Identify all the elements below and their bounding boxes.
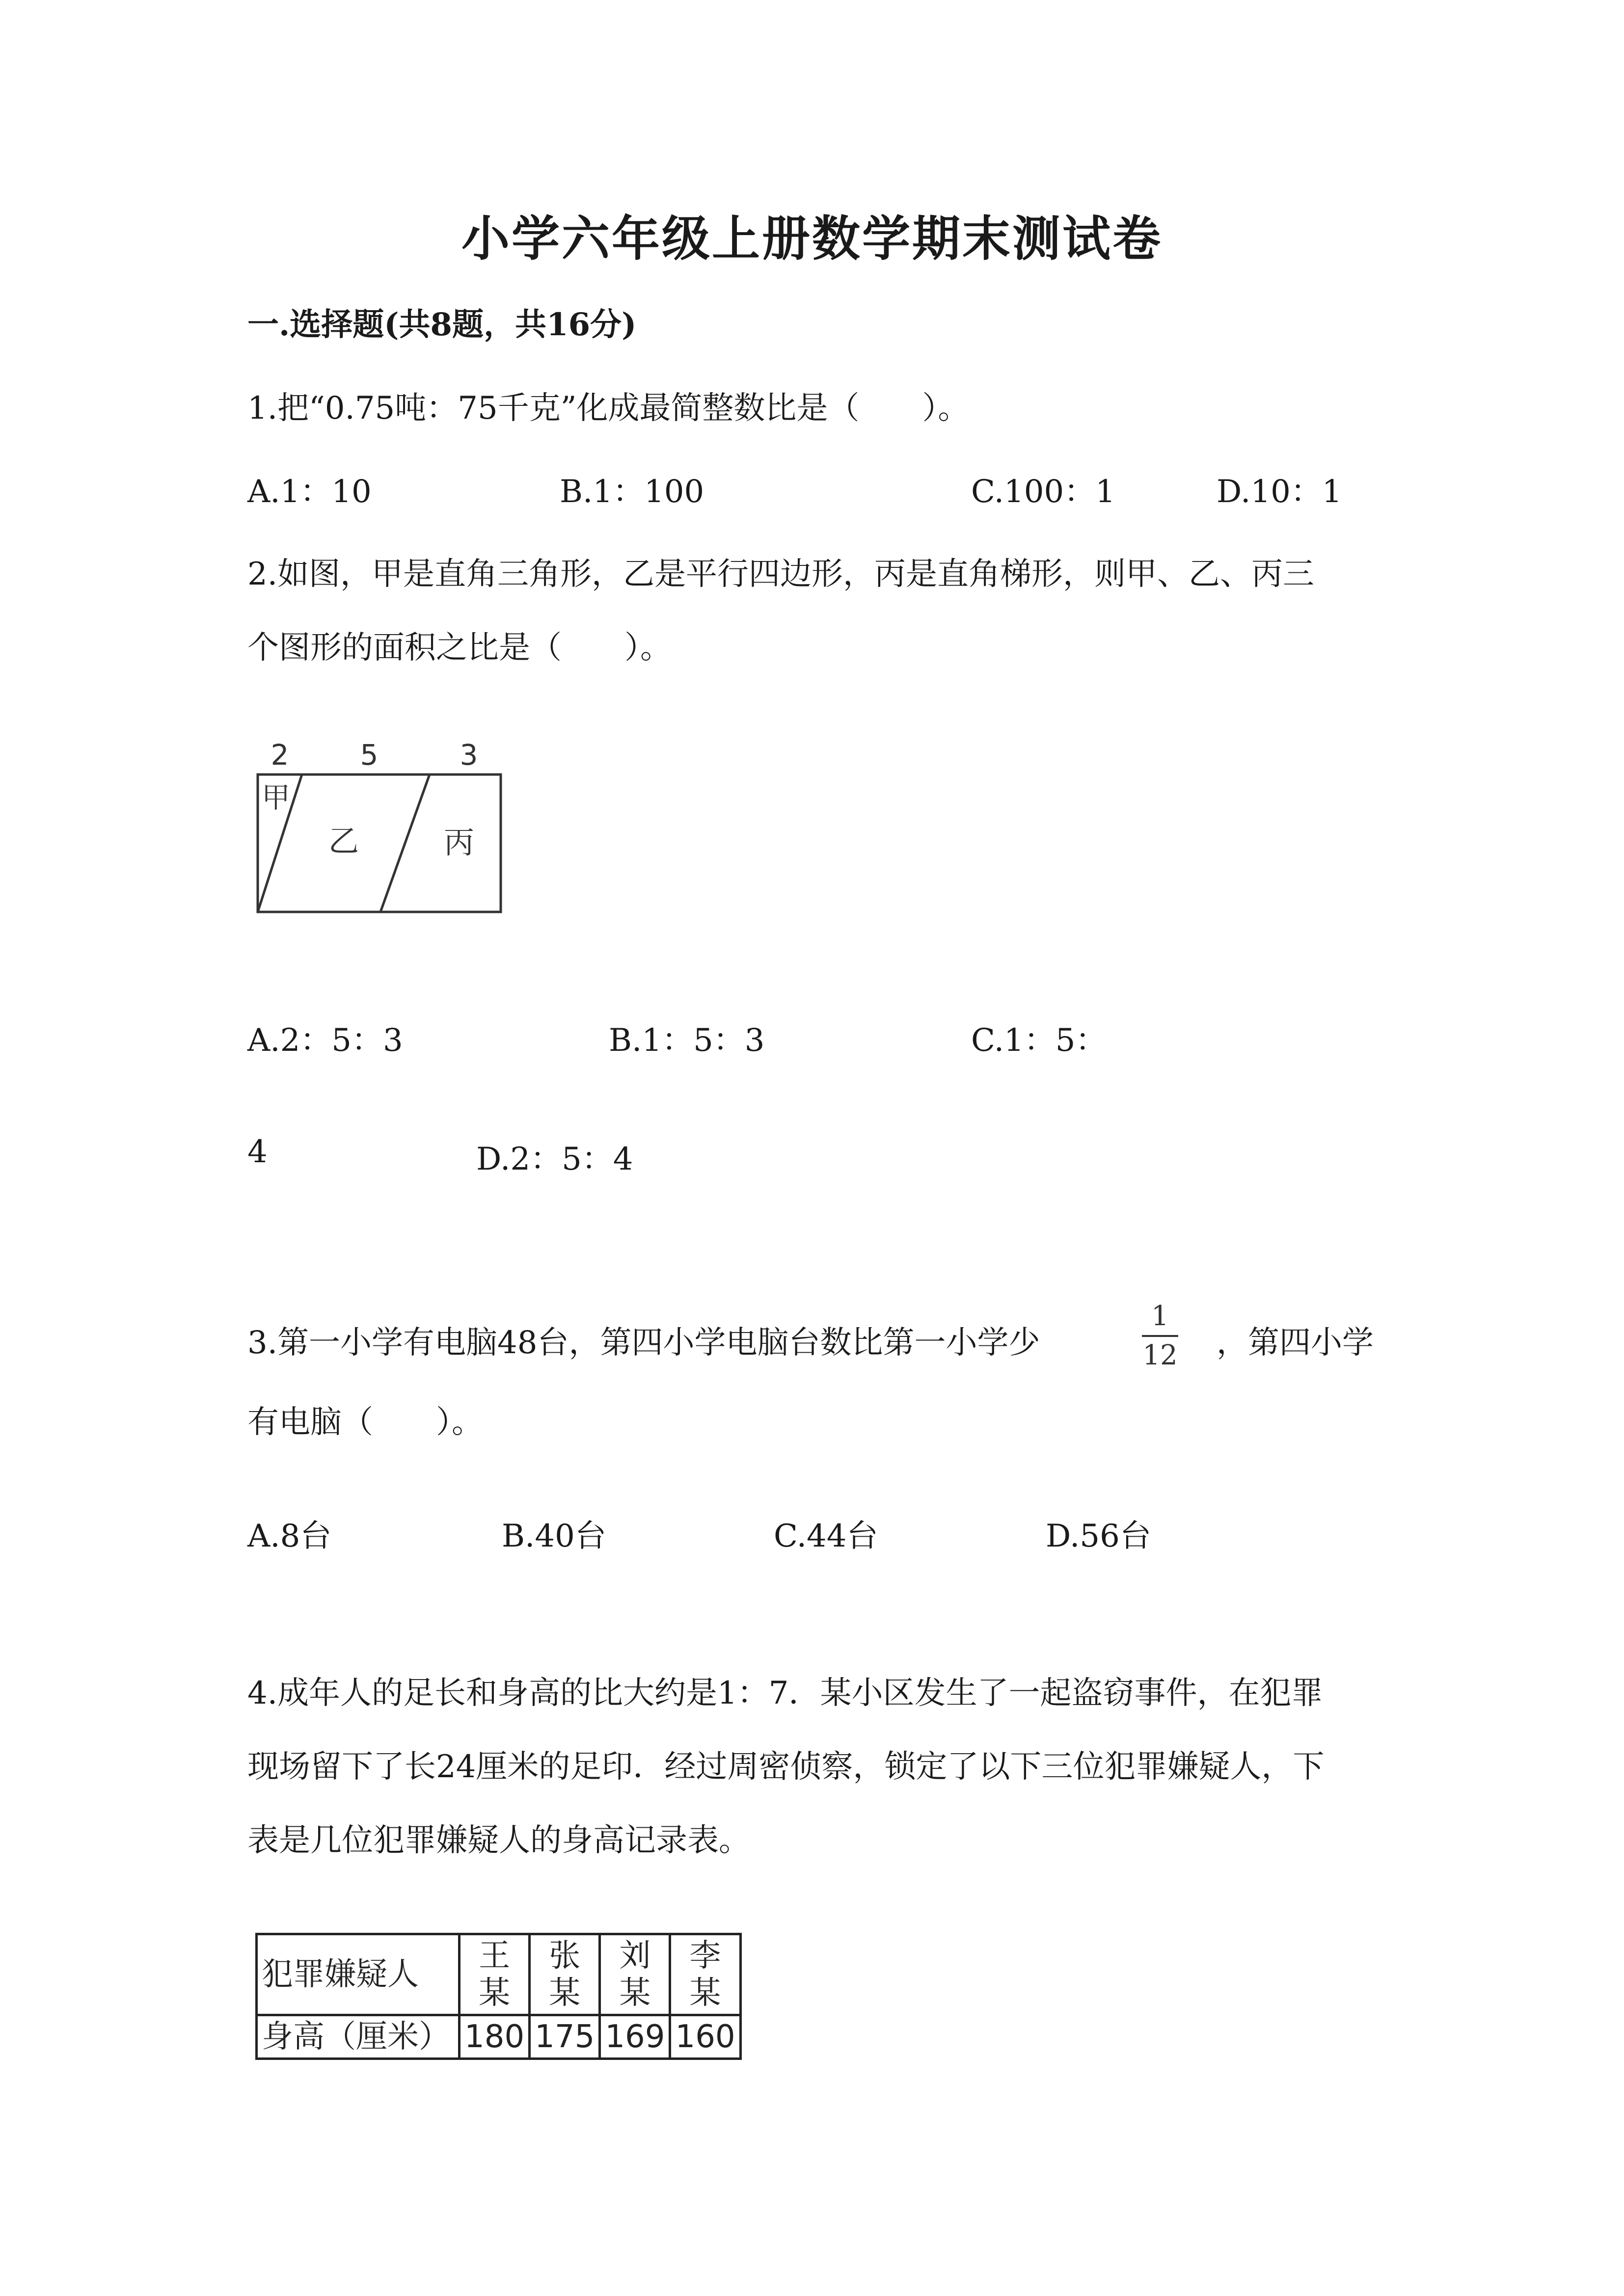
table-cell-height: 160 (670, 2015, 740, 2059)
question-1-text: 1.把“0.75吨：75千克”化成最简整数比是（ ）。 (247, 390, 970, 427)
table-cell-name: 王某 (460, 1934, 530, 2015)
q3-option-a[interactable]: A.8台 (247, 1518, 332, 1554)
q3-option-c[interactable]: C.44台 (774, 1518, 878, 1554)
question-3-line-2: 有电脑（ ）。 (247, 1404, 483, 1441)
question-4-line-3: 表是几位犯罪嫌疑人的身高记录表。 (247, 1822, 750, 1859)
q3-option-d[interactable]: D.56台 (1046, 1518, 1151, 1554)
table-cell-name: 刘某 (600, 1934, 670, 2015)
q2-figure (245, 731, 520, 928)
fraction-bar (1142, 1335, 1178, 1337)
q2-option-c[interactable]: C.1：5： (971, 1022, 1107, 1059)
question-4-line-2: 现场留下了长24厘米的足印．经过周密侦察，锁定了以下三位犯罪嫌疑人，下 (247, 1749, 1325, 1785)
q1-option-a[interactable]: A.1：10 (247, 474, 372, 510)
figure-label-2: 2 (271, 738, 289, 772)
table-row (257, 2015, 741, 2059)
question-3-line-1-end: ，第四小学 (1217, 1325, 1374, 1361)
table-header-suspect: 犯罪嫌疑人 (257, 1934, 460, 2015)
q1-option-d[interactable]: D.10：1 (1217, 474, 1342, 510)
q2-option-c-continued: 4 (247, 1134, 268, 1170)
fraction-numerator: 1 (1151, 1300, 1169, 1332)
figure-divider-right (380, 774, 430, 912)
figure-label-3: 3 (460, 738, 478, 772)
table-cell-name: 李某 (670, 1934, 740, 2015)
q3-fraction (1138, 1301, 1182, 1371)
suspect-height-table (255, 1933, 742, 2060)
page-title: 小学六年级上册数学期末测试卷 (461, 211, 1163, 267)
question-4-line-1: 4.成年人的足长和身高的比大约是1：7．某小区发生了一起盗窃事件，在犯罪 (247, 1675, 1323, 1711)
question-2-line-2: 个图形的面积之比是（ ）。 (247, 630, 672, 666)
section-heading: 一.选择题(共8题，共16分) (247, 306, 637, 343)
q2-option-d[interactable]: D.2：5：4 (476, 1141, 633, 1177)
figure-region-yi: 乙 (328, 823, 359, 859)
table-cell-height: 169 (600, 2015, 670, 2059)
table-cell-height: 175 (530, 2015, 600, 2059)
q2-option-b[interactable]: B.1：5：3 (609, 1022, 765, 1059)
q3-option-b[interactable]: B.40台 (502, 1518, 606, 1554)
fraction-denominator: 12 (1142, 1339, 1178, 1371)
figure-region-jia: 甲 (261, 781, 291, 814)
question-3-line-1: 3.第一小学有电脑48台，第四小学电脑台数比第一小学少 (247, 1325, 1040, 1361)
table-cell-height: 180 (460, 2015, 530, 2059)
q2-option-a[interactable]: A.2：5：3 (247, 1022, 403, 1059)
q1-option-c[interactable]: C.100：1 (971, 474, 1115, 510)
table-header-height: 身高（厘米） (257, 2015, 460, 2059)
table-row (257, 1934, 741, 2015)
figure-label-5: 5 (360, 738, 379, 772)
q1-option-b[interactable]: B.1：100 (560, 474, 704, 510)
table-cell-name: 张某 (530, 1934, 600, 2015)
question-2-line-1: 2.如图，甲是直角三角形，乙是平行四边形，丙是直角梯形，则甲、乙、丙三 (247, 556, 1315, 592)
figure-region-bing: 丙 (443, 825, 475, 860)
